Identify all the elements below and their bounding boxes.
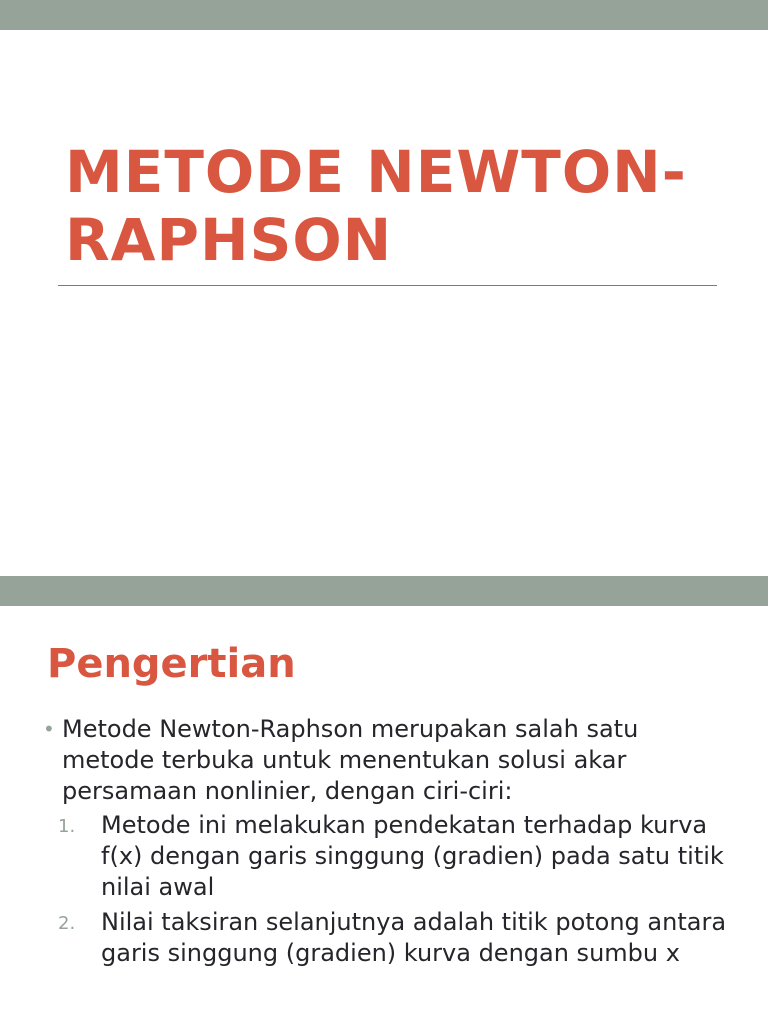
bullet-item [0, 714, 768, 807]
numbered-list [0, 810, 768, 969]
list-item [0, 907, 768, 969]
title-underline [58, 285, 717, 286]
list-number: 2. [58, 913, 76, 934]
slide-divider-band [0, 576, 768, 606]
list-item [0, 810, 768, 903]
list-item-text: Metode ini melakukan pendekatan terhadap kurva f(x) dengan garis singgung (gradien) pada satu titik nilai awal [101, 811, 724, 901]
slide-body [0, 714, 768, 973]
slide-title-line2: RAPHSON [65, 206, 393, 274]
slide-title [65, 138, 715, 274]
slide-title-line1: METODE NEWTON- [65, 138, 687, 206]
bullet-text: Metode Newton-Raphson merupakan salah satu metode terbuka untuk menentukan solusi akar persamaan nonlinier, dengan ciri-ciri: [62, 715, 639, 805]
list-number: 1. [58, 816, 76, 837]
top-band [0, 0, 768, 30]
section-heading: Pengertian [47, 641, 296, 687]
list-item-text: Nilai taksiran selanjutnya adalah titik potong antara garis singgung (gradien) kurva dengan sumbu x [101, 908, 727, 967]
bullet-dot-icon: • [43, 717, 55, 741]
